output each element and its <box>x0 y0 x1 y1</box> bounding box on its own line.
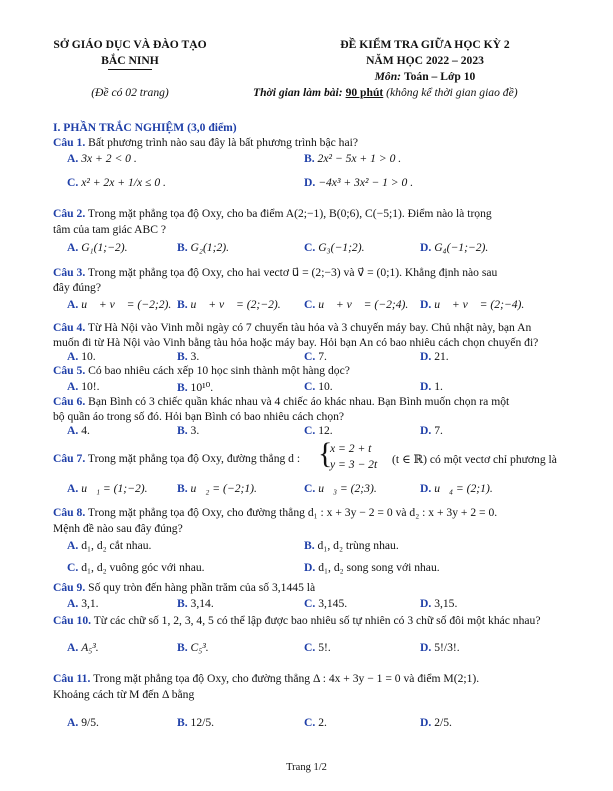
q2-option-a: A. G₁(1;−2). <box>67 241 128 254</box>
question-number: Câu 5. <box>53 364 86 377</box>
q9-option-c: C. 3,145. <box>304 597 348 610</box>
q7-option-b: B. u⃗₂ = (−2;1). <box>177 482 257 495</box>
question-8-line2: Mệnh đề nào sau đây đúng? <box>53 522 183 535</box>
question-text: Có bao nhiêu cách xếp 10 học sinh thành một hàng dọc? <box>88 364 350 377</box>
question-6 <box>53 395 509 408</box>
time-label: Thời gian làm bài: <box>253 86 343 99</box>
question-7-tail: (t ∈ ℝ) có một vectơ chỉ phương là <box>392 453 557 466</box>
question-5 <box>53 364 350 377</box>
q1-option-a: A. 3x + 2 < 0 . <box>67 152 137 165</box>
province-name: BẮC NINH <box>101 54 159 67</box>
exam-title: ĐỀ KIỂM TRA GIỮA HỌC KỲ 2 <box>340 38 510 51</box>
q10-option-c: C. 5!. <box>304 641 331 654</box>
q4-option-b: B. 3. <box>177 350 200 363</box>
header-underline <box>108 69 152 70</box>
q8-option-a: A. d₁, d₂ cắt nhau. <box>67 539 152 552</box>
time-note: (không kể thời gian giao đề) <box>386 86 518 99</box>
question-text: Trong mặt phẳng tọa độ Oxy, đường thẳng d : <box>87 452 301 465</box>
school-name: SỞ GIÁO DỤC VÀ ĐÀO TẠO <box>53 38 207 51</box>
question-number: Câu 3. <box>53 266 86 279</box>
q9-option-a: A. 3,1. <box>67 597 99 610</box>
question-2 <box>53 207 492 220</box>
q4-option-c: C. 7. <box>304 350 327 363</box>
question-number: Câu 8. <box>53 506 86 519</box>
q1-option-c: C. x² + 2x + 1/x ≤ 0 . <box>67 176 166 189</box>
q4-option-d: D. 21. <box>420 350 449 363</box>
question-number: Câu 11. <box>53 672 91 685</box>
question-text: Trong mặt phẳng tọa độ Oxy, cho đường thẳng d₁ : x + 3y − 2 = 0 và d₂ : x + 3y + 2 = 0. <box>87 506 498 519</box>
q10-option-a: A. A₅³. <box>67 641 99 654</box>
question-text: Trong mặt phẳng tọa độ Oxy, cho hai vectơ u⃗ = (2;−3) và v⃗ = (0;1). Khẳng định nào sau <box>87 266 498 279</box>
question-text: Bạn Bình có 3 chiếc quần khác nhau và 4 chiếc áo khác nhau. Bạn Bình muốn chọn ra một <box>88 395 510 408</box>
question-7 <box>53 452 300 465</box>
q5-option-c: C. 10. <box>304 380 333 393</box>
question-text: Bất phương trình nào sau đây là bất phương trình bậc hai? <box>88 136 358 149</box>
question-2-line2: tâm của tam giác ABC ? <box>53 223 167 236</box>
q11-option-b: B. 12/5. <box>177 716 215 729</box>
q10-option-b: B. C₅³. <box>177 641 209 654</box>
question-3 <box>53 265 497 279</box>
q2-option-c: C. G₃(−1;2). <box>304 241 365 254</box>
question-number: Câu 4. <box>53 321 86 334</box>
q6-option-b: B. 3. <box>177 424 200 437</box>
question-9 <box>53 581 315 594</box>
q8-option-c: C. d₁, d₂ vuông góc với nhau. <box>67 561 205 574</box>
q1-option-d: D. −4x³ + 3x² − 1 > 0 . <box>304 176 414 189</box>
q7-option-c: C. u⃗₃ = (2;3). <box>304 482 377 495</box>
q4-option-a: A. 10. <box>67 350 96 363</box>
question-4-line2: muốn đi từ Hà Nội vào Vinh bằng tàu hỏa hoặc máy bay. Hỏi bạn An có bao nhiêu cách chọn chuyến đi? <box>53 336 539 349</box>
q5-option-b: B. 10¹⁰. <box>177 381 214 394</box>
q1-option-b: B. 2x² − 5x + 1 > 0 . <box>304 152 402 165</box>
q7-option-d: D. u⃗₄ = (2;1). <box>420 482 493 495</box>
subject-value: Toán – Lớp 10 <box>403 70 476 83</box>
question-text: Trong mặt phẳng tọa độ Oxy, cho ba điểm A(2;−1), B(0;6), C(−5;1). Điểm nào là trọng <box>87 207 492 220</box>
q11-option-a: A. 9/5. <box>67 716 99 729</box>
question-number: Câu 1. <box>53 136 86 149</box>
section-title: I. PHẦN TRẮC NGHIỆM (3,0 điểm) <box>53 121 237 134</box>
question-text: Trong mặt phẳng tọa độ Oxy, cho đường thẳng Δ : 4x + 3y − 1 = 0 và điểm M(2;1). <box>93 672 480 685</box>
q10-option-d: D. 5!/3!. <box>420 641 460 654</box>
q3-option-b: B. u⃗ + v⃗ = (2;−2). <box>177 298 281 311</box>
q6-option-d: D. 7. <box>420 424 443 437</box>
question-8 <box>53 506 497 519</box>
question-text: Từ Hà Nội vào Vinh mỗi ngày có 7 chuyến tàu hỏa và 3 chuyến máy bay. Chủ nhật này, bạn An <box>87 321 532 334</box>
question-text: Số quy tròn đến hàng phần trăm của số 3,1445 là <box>88 581 316 594</box>
q8-option-b: B. d₁, d₂ trùng nhau. <box>304 539 399 552</box>
q9-option-b: B. 3,14. <box>177 597 214 610</box>
question-number: Câu 2. <box>53 207 86 220</box>
question-4 <box>53 321 531 334</box>
question-3-line2: đây đúng? <box>53 281 101 294</box>
question-11-line2: Khoảng cách từ M đến Δ bằng <box>53 688 195 701</box>
question-10 <box>53 614 541 627</box>
q2-option-b: B. G₂(1;2). <box>177 241 230 254</box>
q3-option-a: A. u⃗ + v⃗ = (−2;2). <box>67 298 172 311</box>
q8-option-d: D. d₁, d₂ song song với nhau. <box>304 561 440 574</box>
q11-option-c: C. 2. <box>304 716 327 729</box>
q6-option-a: A. 4. <box>67 424 90 437</box>
question-number: Câu 6. <box>53 395 86 408</box>
page-count-note: (Đề có 02 trang) <box>91 86 169 99</box>
system-eq-1: x = 2 + t <box>330 442 372 455</box>
q7-option-a: A. u⃗₁ = (1;−2). <box>67 482 148 495</box>
subject-line <box>285 70 565 83</box>
system-eq-2: y = 3 − 2t <box>330 458 378 471</box>
question-1 <box>53 136 358 149</box>
q2-option-d: D. G₄(−1;−2). <box>420 241 489 254</box>
question-number: Câu 9. <box>53 581 86 594</box>
school-year: NĂM HỌC 2022 – 2023 <box>366 54 484 67</box>
question-number: Câu 10. <box>53 614 92 627</box>
q11-option-d: D. 2/5. <box>420 716 452 729</box>
question-text: Từ các chữ số 1, 2, 3, 4, 5 có thể lập được bao nhiêu số tự nhiên có 3 chữ số đôi một khác nhau? <box>93 614 541 627</box>
time-value: 90 phút <box>345 86 384 99</box>
question-11 <box>53 672 479 685</box>
q9-option-d: D. 3,15. <box>420 597 458 610</box>
question-number: Câu 7. <box>53 452 86 465</box>
subject-label: Môn: <box>374 70 402 83</box>
q5-option-a: A. 10!. <box>67 380 100 393</box>
q3-option-c: C. u⃗ + v⃗ = (−2;4). <box>304 298 409 311</box>
q3-option-d: D. u⃗ + v⃗ = (2;−4). <box>420 298 525 311</box>
q5-option-d: D. 1. <box>420 380 443 393</box>
question-6-line2: bộ quần áo trong số đó. Hỏi bạn Bình có bao nhiêu cách chọn? <box>53 410 345 423</box>
q6-option-c: C. 12. <box>304 424 333 437</box>
time-line <box>253 86 518 99</box>
page-footer: Trang 1/2 <box>286 762 327 773</box>
system-brace: { <box>318 437 333 470</box>
